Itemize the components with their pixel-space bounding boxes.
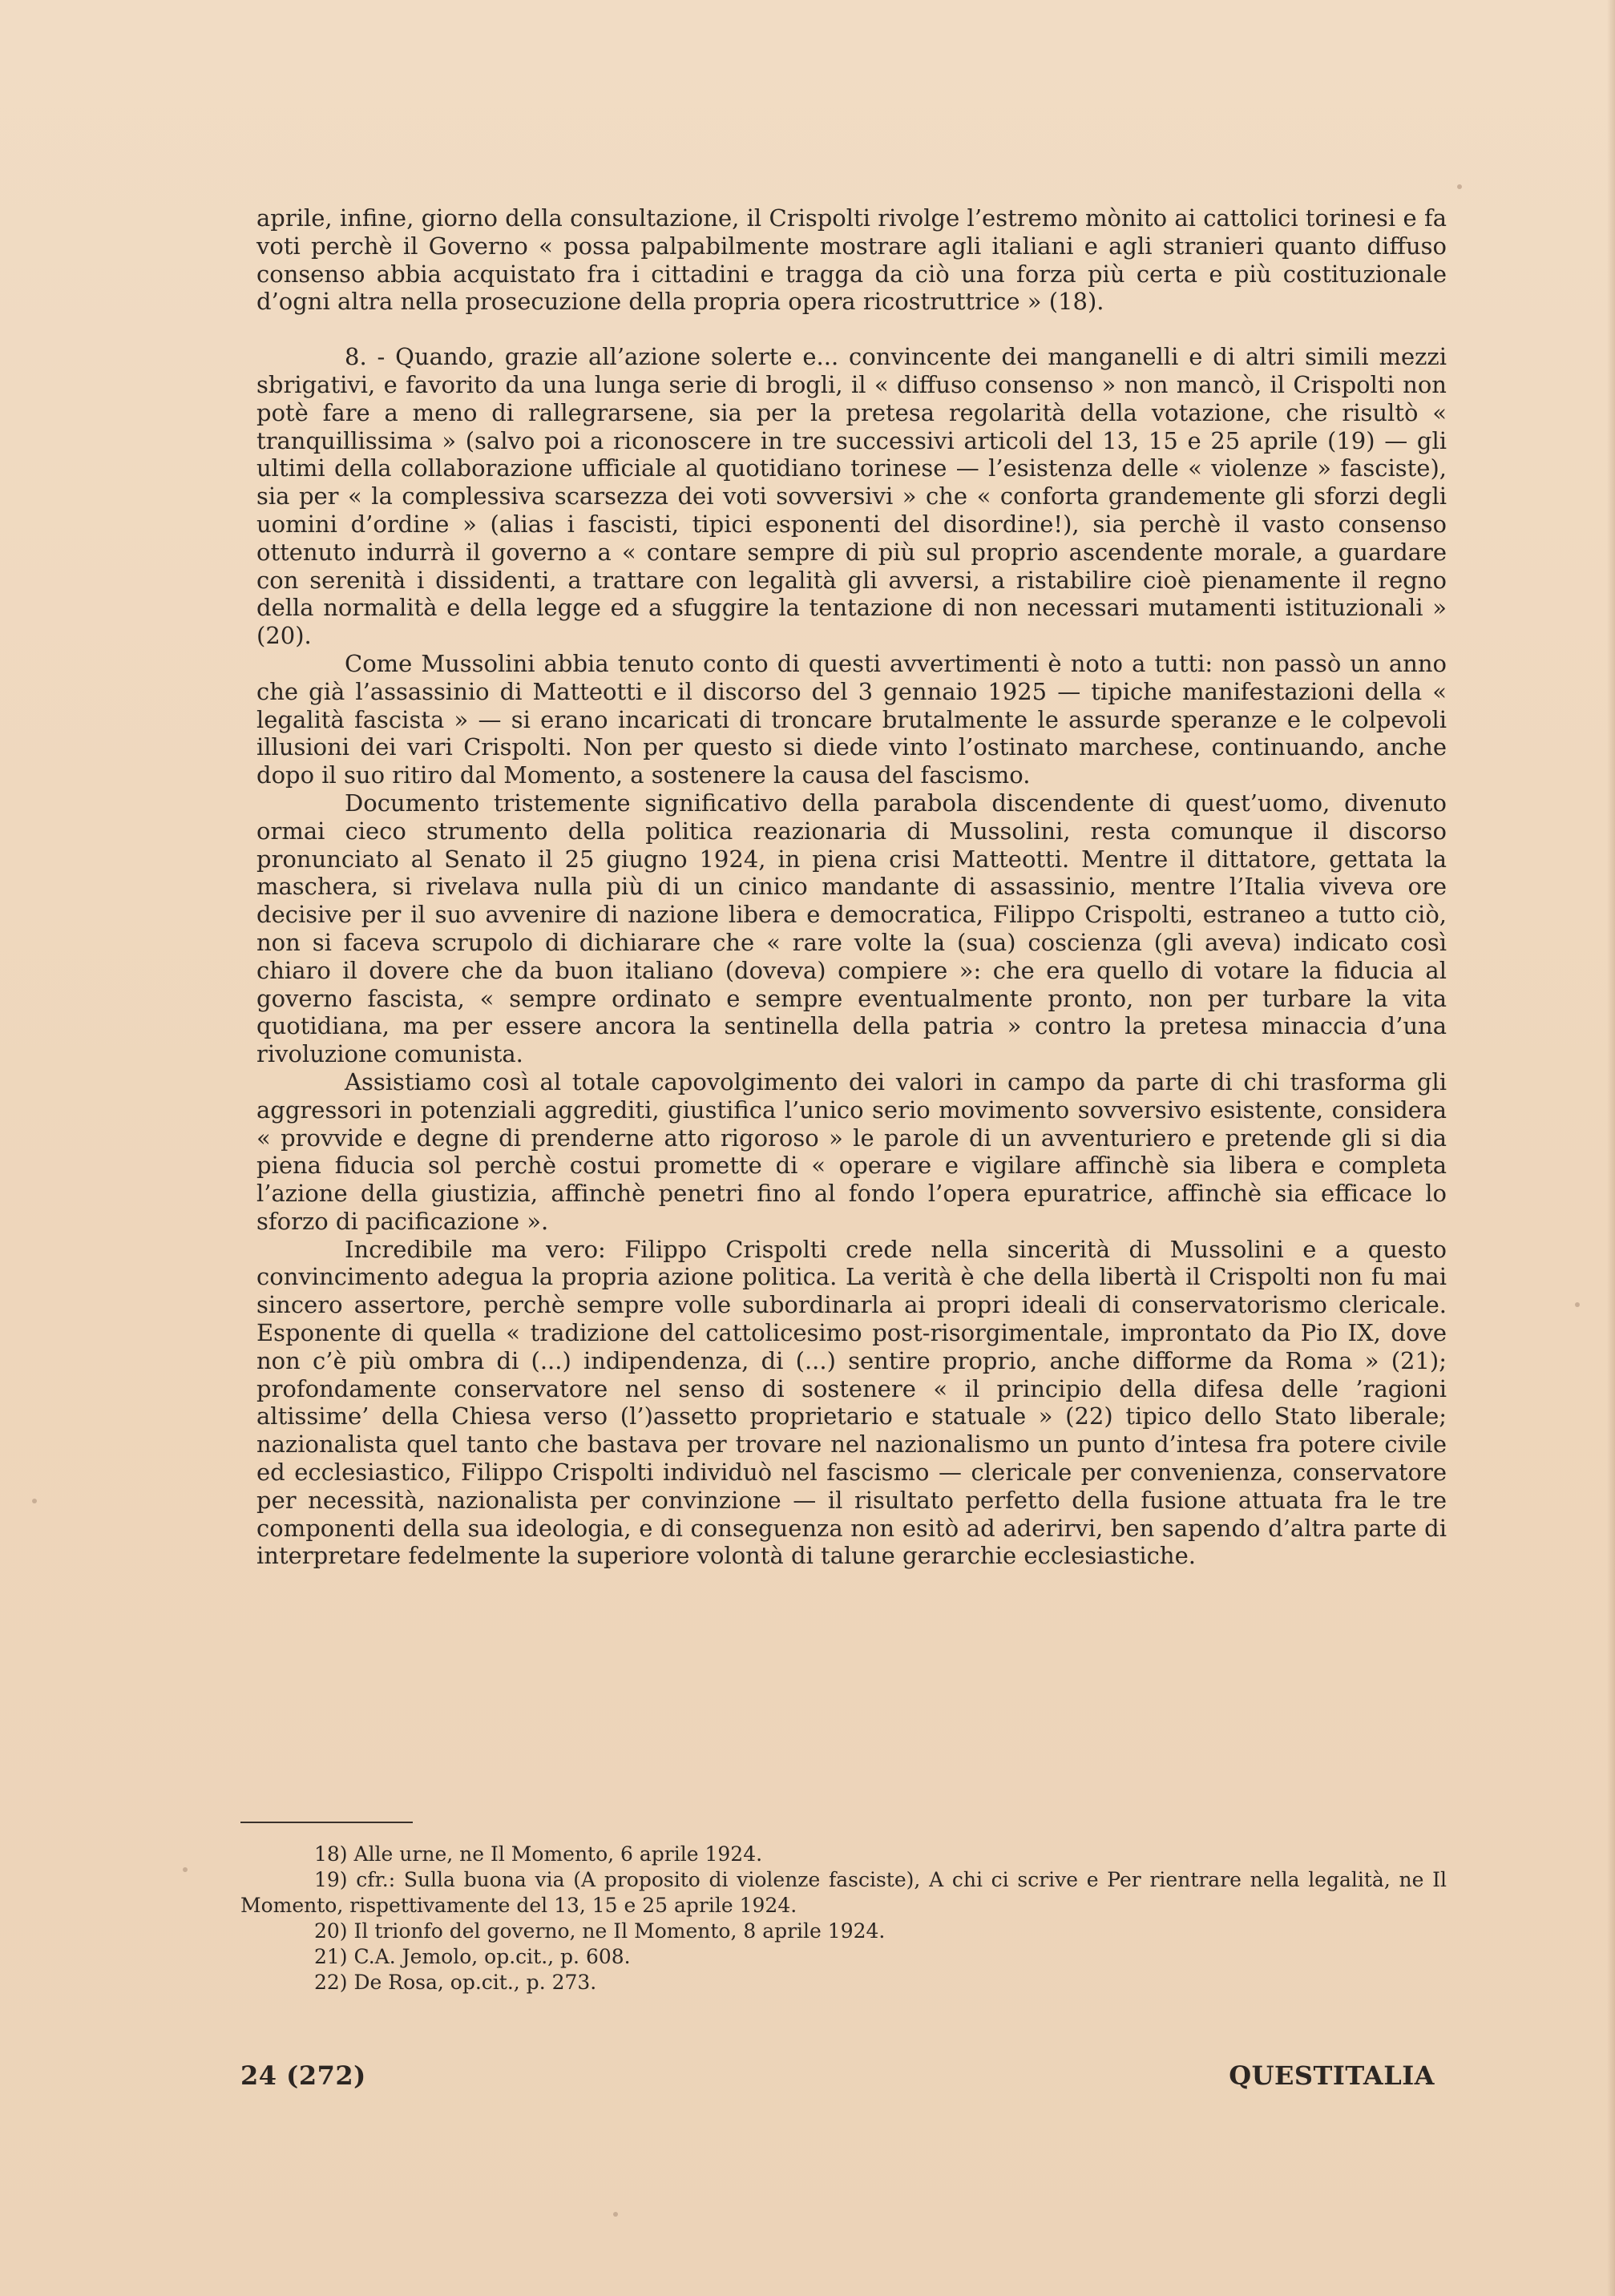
footnote-divider [240, 1822, 413, 1823]
journal-name: QUESTITALIA [1229, 2060, 1435, 2091]
footnotes [240, 1842, 1447, 1995]
paper-speck [32, 1499, 37, 1503]
page-number: 24 (272) [240, 2060, 366, 2091]
footnote-20: 20) Il trionfo del governo, ne Il Momento, 8 aprile 1924. [314, 1919, 886, 1943]
paragraph-5: Assistiamo così al totale capovolgimento dei valori in campo da parte di chi trasforma gli aggressori in potenziali aggrediti, giustifica l’unico serio movimento sovversivo esistente, considera « provvide e degne di prenderne atto rigoroso » le parole di un avventuriero e pretende gli si dia piena fiducia sol perchè costui promette di « operare e vigilare affinchè sia libera e completa l’azione della giustizia, affinchè penetri fino al fondo l’opera epuratrice, affinchè sia efficace lo sforzo di pacificazione ». [256, 1067, 1447, 1235]
paper-speck [183, 1867, 188, 1872]
footnote-21: 21) C.A. Jemolo, op.cit., p. 608. [314, 1945, 631, 1968]
paragraph-4: Documento tristemente significativo della parabola discendente di quest’uomo, divenuto ormai cieco strumento della politica reazionaria di Mussolini, resta comunque il discorso pronunciato al Senato il 25 giugno 1924, in piena crisi Matteotti. Mentre il dittatore, gettata la maschera, si rivelava nulla più di un cinico mandante di assassinio, mentre l’Italia viveva ore decisive per il suo avvenire di nazione libera e democratica, Filippo Crispolti, estraneo a tutto ciò, non si faceva scrupolo di dichiarare che « rare volte la (sua) coscienza (gli aveva) indicato così chiaro il dovere che da buon italiano (doveva) compiere »: che era quello di votare la fiducia al governo fascista, « sempre ordinato e sempre eventualmente pronto, non per turbare la vita quotidiana, ma per essere ancora la sentinella della patria » contro la pretesa minaccia d’una rivoluzione comunista. [256, 789, 1447, 1068]
paper-speck [1575, 1302, 1580, 1307]
footnote-18: 18) Alle urne, ne Il Momento, 6 aprile 1924. [314, 1842, 763, 1866]
paragraph-6: Incredibile ma vero: Filippo Crispolti crede nella sincerità di Mussolini e a questo convincimento adegua la propria azione politica. La verità è che della libertà il Crispolti non fu mai sincero assertore, perchè sempre volle subordinarla ai propri ideali di conservatorismo clericale. Esponente di quella « tradizione del cattolicesimo post-risorgimentale, improntato da Pio IX, dove non c’è più ombra di (...) indipendenza, di (...) sentire proprio, anche difforme da Roma » (21); profondamente conservatore nel senso di sostenere « il principio della difesa delle ’ragioni altissime’ della Chiesa verso (l’)assetto proprietario e statuale » (22) tipico dello Stato liberale; nazionalista quel tanto che bastava per trovare nel nazionalismo un punto d’intesa fra potere civile ed ecclesiastico, Filippo Crispolti individuò nel fascismo — clericale per convenienza, conservatore per necessità, nazionalista per convinzione — il risultato perfetto della fusione attuata fra le tre componenti della sua ideologia, e di conseguenza non esitò ad aderirvi, ben sapendo d’altra parte di interpretare fedelmente la superiore volontà di talune gerarchie ecclesiastiche. [256, 1235, 1447, 1570]
footnote-19: 19) cfr.: Sulla buona via (A proposito di violenze fasciste), A chi ci scrive e Per rientrare nella legalità, ne Il Momento, rispettivamente del 13, 15 e 25 aprile 1924. [240, 1868, 1447, 1917]
paper-speck [613, 2212, 618, 2217]
page-edge-shadow [1607, 0, 1615, 2296]
paper-speck [1457, 184, 1462, 189]
paragraph-3: Come Mussolini abbia tenuto conto di questi avvertimenti è noto a tutti: non passò un anno che già l’assassinio di Matteotti e il discorso del 3 gennaio 1925 — tipiche manifestazioni della « legalità fascista » — si erano incaricati di troncare brutalmente le assurde speranze e le colpevoli illusioni dei vari Crispolti. Non per questo si diede vinto l’ostinato marchese, continuando, anche dopo il suo ritiro dal Momento, a sostenere la causa del fascismo. [256, 649, 1447, 789]
paragraph-section-8: 8. - Quando, grazie all’azione solerte e... convincente dei manganelli e di altri simili mezzi sbrigativi, e favorito da una lunga serie di brogli, il « diffuso consenso » non mancò, il Crispolti non potè fare a meno di rallegrarsene, sia per la pretesa regolarità della votazione, che risultò « tranquillissima » (salvo poi a riconoscere in tre successivi articoli del 13, 15 e 25 aprile (19) — gli ultimi della collaborazione ufficiale al quotidiano torinese — l’esistenza delle « violenze » fasciste), sia per « la complessiva scarsezza dei voti sovversivi » che « conforta grandemente gli sforzi degli uomini d’ordine » (alias i fascisti, tipici esponenti del disordine!), sia perchè il vasto consenso ottenuto indurrà il governo a « contare sempre di più sul proprio ascendente morale, a guardare con serenità i dissidenti, a trattare con legalità gli avversi, a ristabilire cioè pienamente il regno della normalità e della legge ed a sfuggire la tentazione di non necessari mutamenti istituzionali » (20). [256, 343, 1447, 650]
paragraph-1: aprile, infine, giorno della consultazione, il Crispolti rivolge l’estremo mònito ai cattolici torinesi e fa voti perchè il Governo « possa palpabilmente mostrare agli italiani e agli stranieri quanto diffuso consenso abbia acquistato fra i cittadini e tragga da ciò una forza più certa e più costituzionale d’ogni altra nella prosecuzione della propria opera ricostruttrice » (18). [256, 204, 1447, 316]
footnote-22: 22) De Rosa, op.cit., p. 273. [314, 1971, 597, 1994]
article-body [256, 204, 1447, 1570]
